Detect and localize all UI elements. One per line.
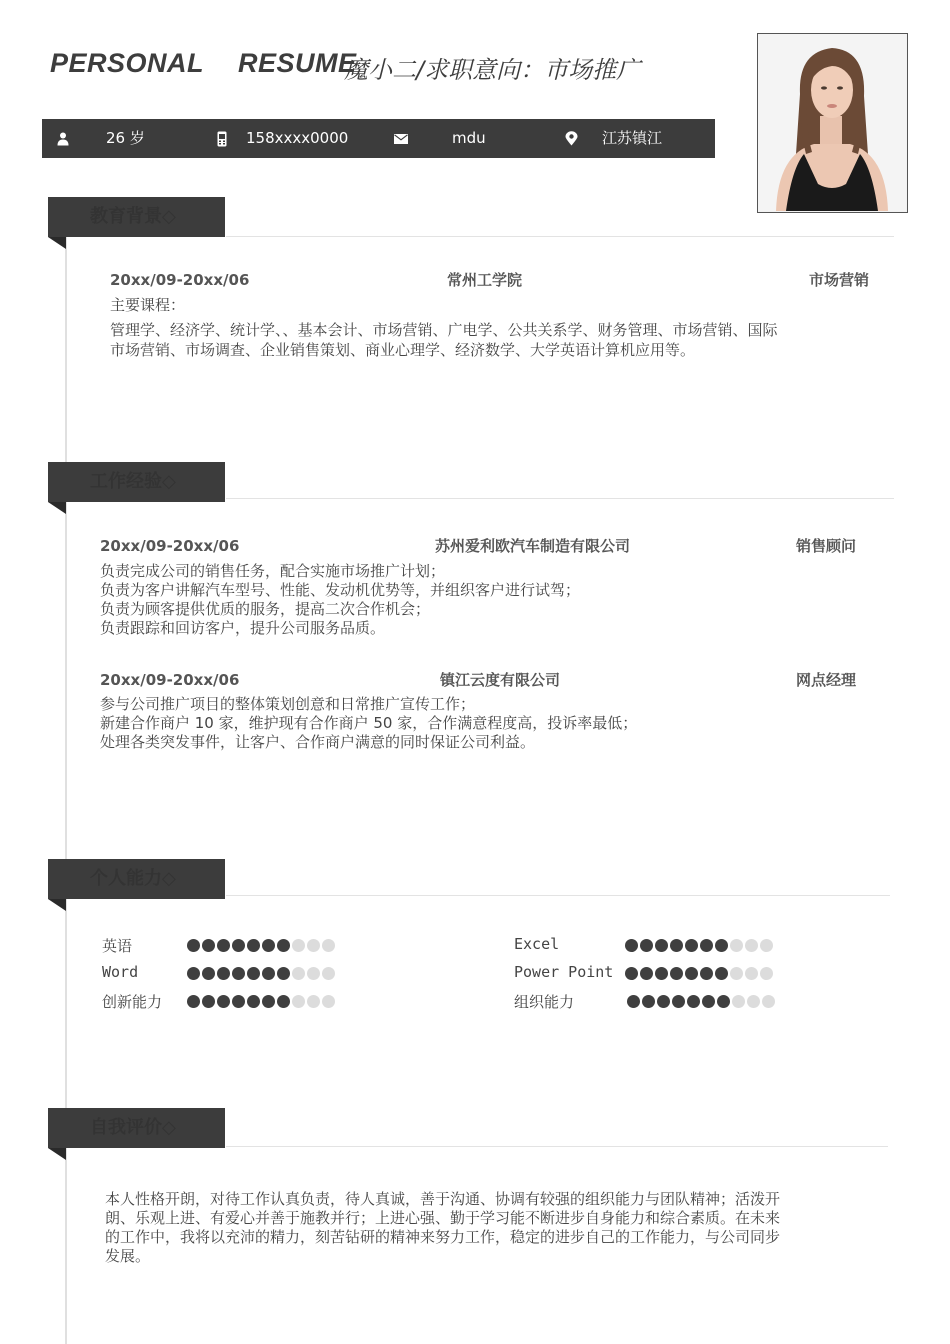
skill-dot-filled — [247, 995, 260, 1008]
skill-dot-filled — [715, 967, 728, 980]
title-word-personal: PERSONAL — [50, 48, 205, 78]
skill-level-dots — [627, 995, 775, 1008]
skill-dot-filled — [640, 939, 653, 952]
skill-name: 英语 — [102, 937, 133, 955]
skill-dot-empty — [745, 939, 758, 952]
section-divider — [226, 236, 894, 237]
self-eval-line: 发展。 — [105, 1247, 151, 1265]
job-duty-line: 参与公司推广项目的整体策划创意和日常推广宣传工作； — [100, 695, 476, 713]
skill-dot-filled — [700, 939, 713, 952]
skill-dot-filled — [685, 967, 698, 980]
section-divider — [226, 1146, 888, 1147]
skill-dot-filled — [187, 995, 200, 1008]
skill-dot-filled — [672, 995, 685, 1008]
skill-dot-empty — [322, 939, 335, 952]
skill-dot-empty — [760, 939, 773, 952]
job-duty-line: 负责为顾客提供优质的服务，提高二次合作机会； — [100, 600, 431, 618]
skill-dot-filled — [625, 967, 638, 980]
skill-name: Excel — [514, 935, 560, 953]
timeline-line — [65, 236, 67, 1344]
skill-dot-filled — [277, 995, 290, 1008]
skill-dot-filled — [670, 939, 683, 952]
education-major: 市场营销 — [809, 271, 870, 289]
job-period: 20xx/09-20xx/06 — [100, 537, 240, 555]
skill-dot-filled — [715, 939, 728, 952]
title-word-resume: RESUME — [238, 48, 357, 78]
skill-dot-filled — [217, 995, 230, 1008]
job-role: 销售顾问 — [796, 537, 857, 555]
skill-dot-filled — [625, 939, 638, 952]
skill-dot-empty — [747, 995, 760, 1008]
skill-dot-filled — [232, 967, 245, 980]
skill-dot-filled — [717, 995, 730, 1008]
skill-name: 组织能力 — [514, 993, 575, 1011]
skill-dot-filled — [687, 995, 700, 1008]
mail-icon — [391, 119, 411, 158]
phone-icon — [212, 119, 232, 158]
tab-fold — [48, 237, 66, 249]
skill-level-dots — [187, 967, 335, 980]
courses-label: 主要课程： — [110, 296, 186, 314]
skill-level-dots — [187, 939, 335, 952]
skill-dot-empty — [762, 995, 775, 1008]
skill-dot-empty — [322, 995, 335, 1008]
self-eval-line: 朗、乐观上进、有爱心并善于施教并行；上进心强、勤于学习能不断进步自身能力和综合素质。在未来 — [105, 1209, 781, 1227]
profile-photo — [757, 33, 908, 213]
job-period: 20xx/09-20xx/06 — [100, 671, 240, 689]
skill-dot-empty — [730, 939, 743, 952]
job-duty-line: 处理各类突发事件，让客户、合作商户满意的同时保证公司利益。 — [100, 733, 536, 751]
job-company: 苏州爱利欧汽车制造有限公司 — [435, 537, 631, 555]
skill-dot-filled — [685, 939, 698, 952]
section-heading-work: 工作经验◇ — [90, 471, 176, 492]
phone-value: 158xxxx0000 — [246, 129, 349, 147]
location-pin-icon — [561, 119, 581, 158]
job-company: 镇江云度有限公司 — [440, 671, 561, 689]
skill-dot-empty — [292, 995, 305, 1008]
self-eval-line: 的工作中，我将以充沛的精力，刻苦钻研的精神来努力工作，稳定的进步自己的工作能力，与公司同步 — [105, 1228, 781, 1246]
skill-dot-filled — [202, 995, 215, 1008]
section-divider — [226, 498, 894, 499]
age-value: 26 岁 — [106, 129, 145, 147]
courses-line: 市场营销、市场调查、企业销售策划、商业心理学、经济数学、大学英语计算机应用等。 — [110, 341, 696, 359]
job-duty-line: 负责为客户讲解汽车型号、性能、发动机优势等，并组织客户进行试驾； — [100, 581, 581, 599]
job-duty-line: 新建合作商户 10 家，维护现有合作商户 50 家，合作满意程度高，投诉率最低； — [100, 714, 638, 732]
skill-level-dots — [625, 939, 773, 952]
self-eval-line: 本人性格开朗，对待工作认真负责，待人真诚，善于沟通、协调有较强的组织能力与团队精神；活泼开 — [105, 1190, 781, 1208]
skill-dot-filled — [202, 939, 215, 952]
skill-dot-filled — [262, 995, 275, 1008]
courses-line: 管理学、经济学、统计学、、基本会计、市场营销、广电学、公共关系学、财务管理、市场营销、国际 — [110, 321, 778, 339]
skill-dot-filled — [187, 939, 200, 952]
skill-dot-filled — [202, 967, 215, 980]
skill-name: Word — [102, 963, 139, 981]
section-divider — [226, 895, 890, 896]
skill-dot-filled — [232, 995, 245, 1008]
tab-fold — [48, 899, 66, 911]
skill-dot-filled — [232, 939, 245, 952]
job-role: 网点经理 — [796, 671, 857, 689]
email-value: mdu — [452, 129, 486, 147]
contact-info-bar — [42, 119, 715, 158]
skill-dot-empty — [307, 995, 320, 1008]
skill-dot-filled — [262, 967, 275, 980]
skill-dot-filled — [655, 939, 668, 952]
skill-dot-filled — [277, 939, 290, 952]
skill-level-dots — [187, 995, 335, 1008]
skill-dot-empty — [322, 967, 335, 980]
resume-title — [50, 48, 357, 79]
person-icon — [53, 119, 73, 158]
skill-dot-empty — [730, 967, 743, 980]
skill-dot-filled — [670, 967, 683, 980]
section-heading-education: 教育背景◇ — [90, 206, 176, 227]
name-and-objective: 魔小二/求职意向：市场推广 — [344, 56, 641, 84]
skill-dot-filled — [702, 995, 715, 1008]
skill-dot-filled — [655, 967, 668, 980]
tab-fold — [48, 1148, 66, 1160]
skill-dot-filled — [642, 995, 655, 1008]
skill-name: 创新能力 — [102, 993, 163, 1011]
skill-dot-filled — [217, 939, 230, 952]
skill-dot-empty — [745, 967, 758, 980]
education-school: 常州工学院 — [447, 271, 523, 289]
section-heading-self-eval: 自我评价◇ — [90, 1117, 176, 1138]
skill-dot-empty — [292, 967, 305, 980]
skill-dot-filled — [277, 967, 290, 980]
skill-dot-filled — [247, 967, 260, 980]
skill-dot-empty — [732, 995, 745, 1008]
skill-dot-empty — [292, 939, 305, 952]
skill-dot-filled — [247, 939, 260, 952]
skill-dot-empty — [760, 967, 773, 980]
skill-dot-empty — [307, 939, 320, 952]
skill-dot-filled — [627, 995, 640, 1008]
skill-level-dots — [625, 967, 773, 980]
tab-fold — [48, 502, 66, 514]
skill-name: Power Point — [514, 963, 614, 981]
skill-dot-filled — [657, 995, 670, 1008]
skill-dot-empty — [307, 967, 320, 980]
job-duty-line: 负责完成公司的销售任务，配合实施市场推广计划； — [100, 562, 446, 580]
job-duty-line: 负责跟踪和回访客户，提升公司服务品质。 — [100, 619, 386, 637]
education-period: 20xx/09-20xx/06 — [110, 271, 250, 289]
skill-dot-filled — [640, 967, 653, 980]
location-value: 江苏镇江 — [602, 129, 663, 147]
skill-dot-filled — [217, 967, 230, 980]
section-heading-skills: 个人能力◇ — [90, 868, 176, 889]
skill-dot-filled — [262, 939, 275, 952]
skill-dot-filled — [700, 967, 713, 980]
skill-dot-filled — [187, 967, 200, 980]
